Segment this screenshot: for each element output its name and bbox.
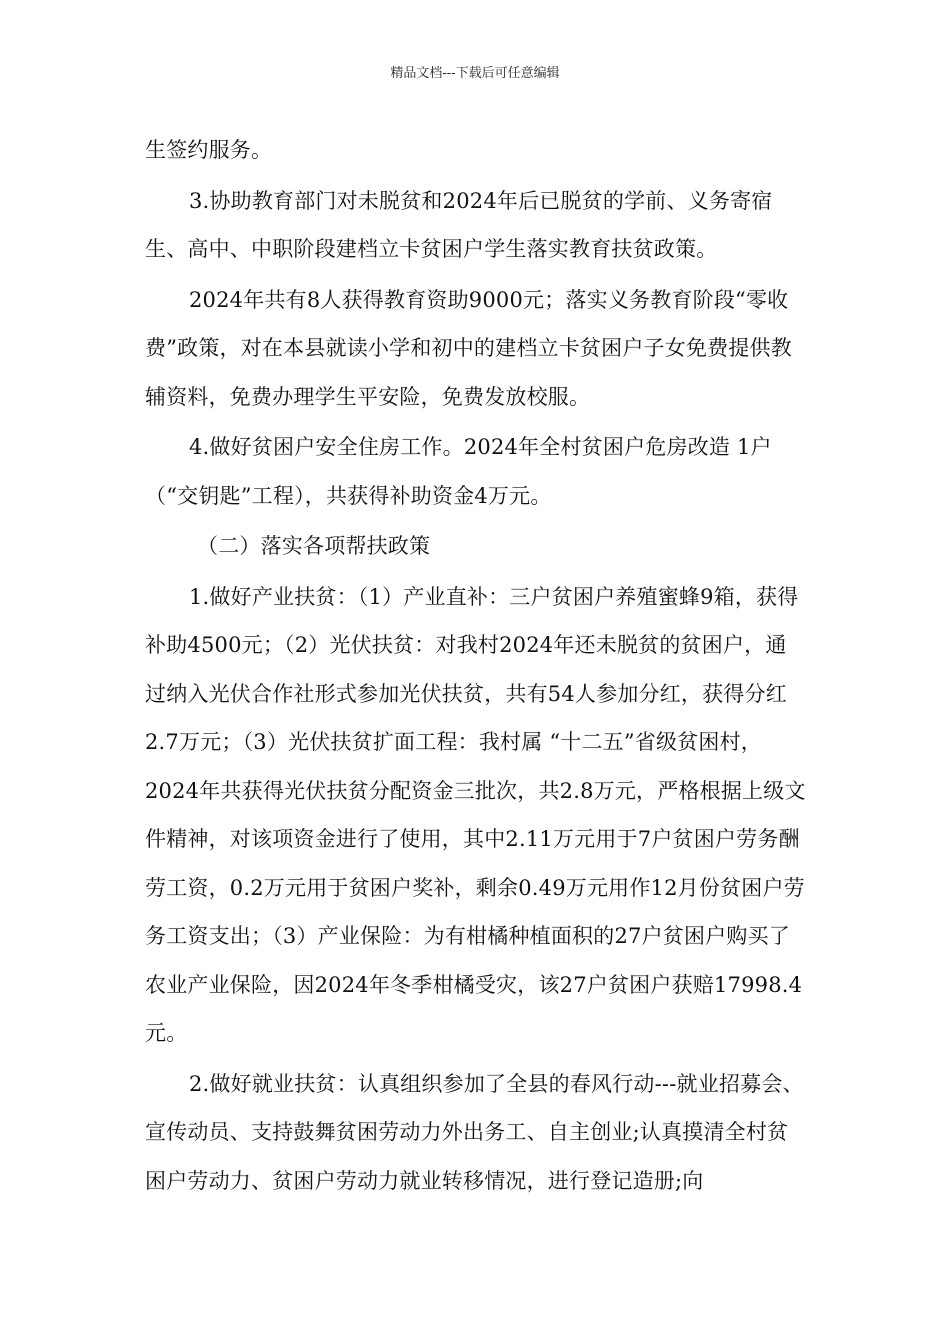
paragraph-education-funding: 2024年共有8人获得教育资助9000元；落实义务教育阶段“零收费”政策，对在本县就读小学和初中的建档立卡贫困户子女免费提供教辅资料，免费办理学生平安险，免费发放校服。: [145, 287, 792, 409]
paragraph-education-assist: 3.协助教育部门对未脱贫和2024年后已脱贫的学前、义务寄宿生、高中、中职阶段建档立卡贫困户学生落实教育扶贫政策。: [145, 188, 773, 261]
page-header: 精品文档---下载后可任意编辑: [390, 66, 560, 81]
paragraph-continuation: 生签约服务。: [145, 138, 273, 162]
paragraph-employment-poverty-relief: 2.做好就业扶贫：认真组织参加了全县的春风行动---就业招募会、宣传动员、支持鼓舞贫困劳动力外出务工、自主创业;认真摸清全村贫困户劳动力、贫困户劳动力就业转移情况，进行登记造册;向: [145, 1071, 804, 1193]
paragraph-industry-poverty-relief: 1.做好产业扶贫：（1）产业直补：三户贫困户养殖蜜蜂9箱，获得补助4500元；（2）光伏扶贫：对我村2024年还未脱贫的贫困户，通过纳入光伏合作社形式参加光伏扶贫，共有54人参加分红，获得分红2.7万元；（3）光伏扶贫扩面工程：我村属 “十二五”省级贫困村，2024年共获得光伏扶贫分配资金三批次，共2.8万元，严格根据上级文件精神，对该项资金进行了使用，其中2.11万元用于7户贫困户劳务酬劳工资，0.2万元用于贫困户奖补，剩余0.49万元用作12月份贫困户劳务工资支出；（3）产业保险：为有柑橘种植面积的27户贫困户购买了农业产业保险，因2024年冬季柑橘受灾，该27户贫困户获赔17998.4元。: [145, 584, 806, 1045]
document-body: [145, 126, 807, 1205]
paragraph-housing: 4.做好贫困户安全住房工作。2024年全村贫困户危房改造 1户（“交钥匙”工程），共获得补助资金4万元。: [145, 435, 772, 508]
section-heading: （二）落实各项帮扶政策: [197, 534, 431, 558]
